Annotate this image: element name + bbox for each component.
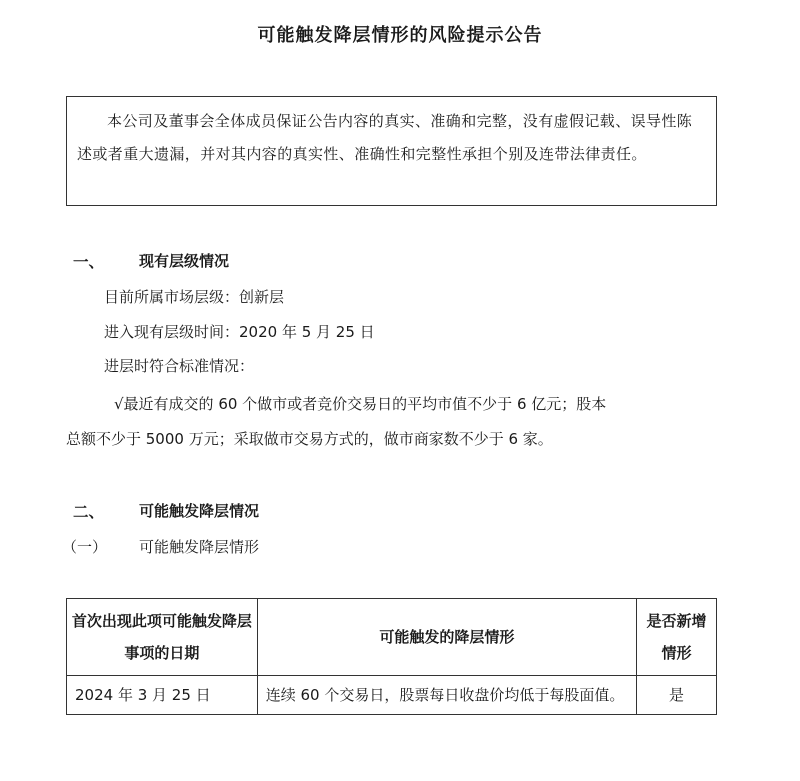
table-header-situation: 可能触发的降层情形 xyxy=(257,599,636,676)
section-1-heading: 现有层级情况 xyxy=(139,252,230,270)
entry-time: 进入现有层级时间：2020 年 5 月 25 日 xyxy=(104,323,375,341)
table-cell-new: 是 xyxy=(637,676,717,715)
document-title: 可能触发降层情形的风险提示公告 xyxy=(257,25,543,46)
board-guarantee-notice: 本公司及董事会全体成员保证公告内容的真实、准确和完整，没有虚假记载、误导性陈述或者重大遗漏，并对其内容的真实性、准确性和完整性承担个别及连带法律责任。 xyxy=(66,96,717,206)
section-2-number: 二、 xyxy=(73,503,105,521)
downgrade-risk-table xyxy=(66,598,717,715)
standard-label: 进层时符合标准情况： xyxy=(104,357,255,375)
standard-line-2: 总额不少于 5000 万元；采取做市交易方式的，做市商家数不少于 6 家。 xyxy=(66,430,553,448)
table-row xyxy=(67,676,717,715)
table-cell-date: 2024 年 3 月 25 日 xyxy=(67,676,258,715)
subsection-heading: 可能触发降层情形 xyxy=(139,538,260,556)
section-1-number: 一、 xyxy=(73,253,105,271)
table-header-row xyxy=(67,599,717,676)
current-level: 目前所属市场层级：创新层 xyxy=(104,288,285,306)
table-header-date: 首次出现此项可能触发降层事项的日期 xyxy=(67,599,258,676)
standard-line-1: √最近有成交的 60 个做市或者竞价交易日的平均市值不少于 6 亿元；股本 xyxy=(114,395,607,413)
table-header-new: 是否新增情形 xyxy=(637,599,717,676)
table-cell-situation: 连续 60 个交易日，股票每日收盘价均低于每股面值。 xyxy=(257,676,636,715)
subsection-number: （一） xyxy=(62,538,108,556)
section-2-heading: 可能触发降层情况 xyxy=(139,502,260,520)
